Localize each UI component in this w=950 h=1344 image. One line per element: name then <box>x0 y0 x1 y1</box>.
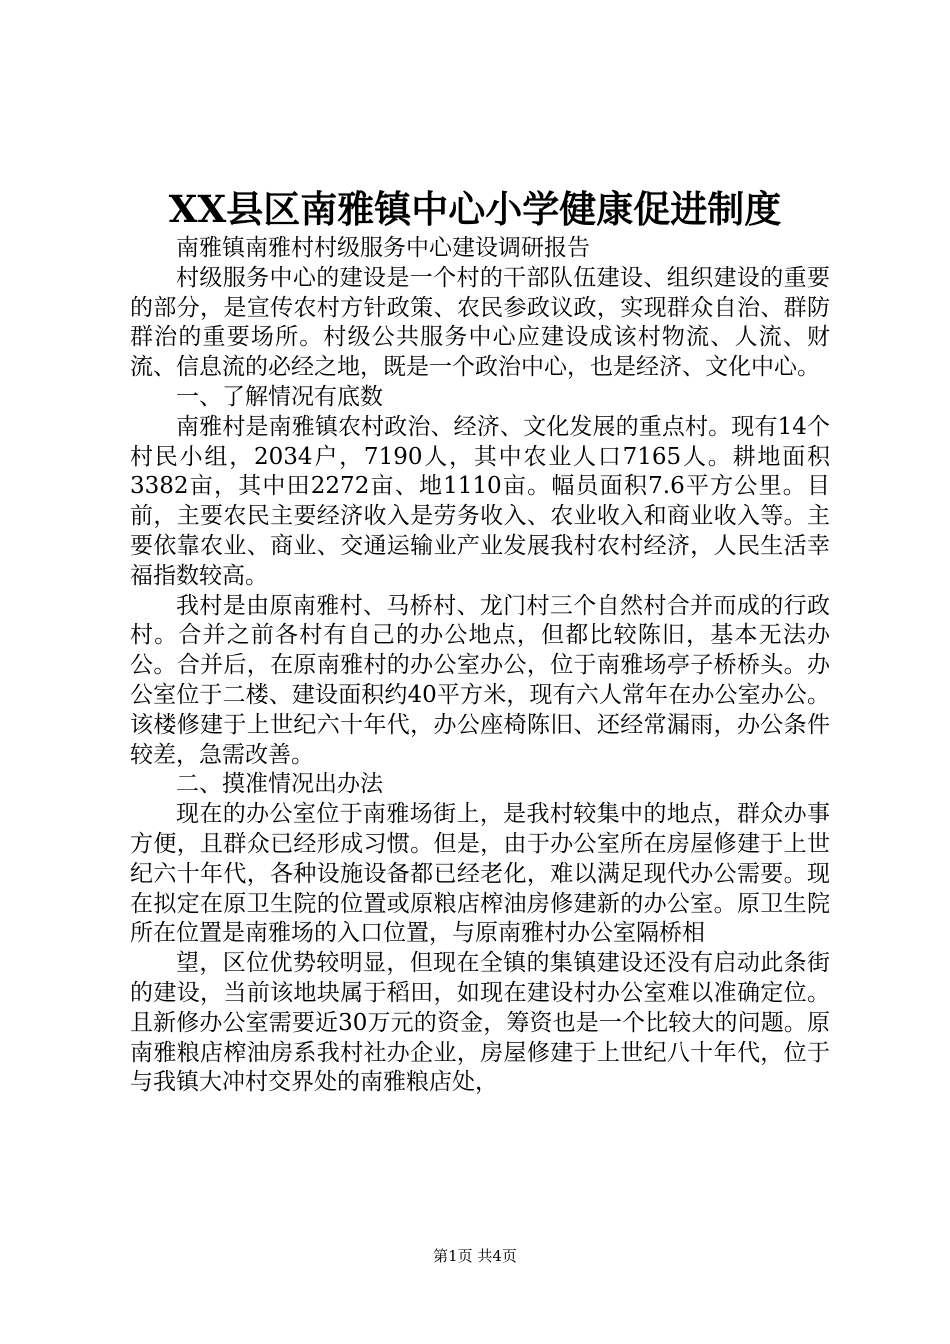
body-paragraph: 南雅村是南雅镇农村政治、经济、文化发展的重点村。现有14个村民小组，2034户，7190人，其中农业人口7165人。耕地面积3382亩，其中田2272亩、地1110亩。幅员面积7.6平方公里。目前，主要农民主要经济收入是劳务收入、农业收入和商业收入等。主要依靠农业、商业、交通运输业产业发展我村农村经济，人民生活幸福指数较高。 <box>130 413 830 589</box>
section-heading: 一、了解情况有底数 <box>176 383 383 410</box>
body-paragraph: 我村是由原南雅村、马桥村、龙门村三个自然村合并而成的行政村。合并之前各村有自己的办公地点，但都比较陈旧，基本无法办公。合并后，在原南雅村的办公室办公，位于南雅场亭子桥桥头。办公室位于二楼、建设面积约40平方米，现有六人常年在办公室办公。该楼修建于上世纪六十年代，办公座椅陈旧、还经常漏雨，办公条件较差，急需改善。 <box>130 592 830 768</box>
body-paragraph: 村级服务中心的建设是一个村的干部队伍建设、组织建设的重要的部分，是宣传农村方针政策、农民参政议政，实现群众自治、群防群治的重要场所。村级公共服务中心应建设成该村物流、人流、财流、信息流的必经之地，既是一个政治中心，也是经济、文化中心。 <box>130 264 830 381</box>
section-heading: 二、摸准情况出办法 <box>176 771 383 798</box>
body-paragraph: 现在的办公室位于南雅场街上，是我村较集中的地点，群众办事方便，且群众已经形成习惯。但是，由于办公室所在房屋修建于上世纪六十年代，各种设施设备都已经老化，难以满足现代办公需要。现在拟定在原卫生院的位置或原粮店榨油房修建新的办公室。原卫生院所在位置是南雅场的入口位置，与原南雅村办公室隔桥相 <box>130 801 830 947</box>
body-paragraph: 望，区位优势较明显，但现在全镇的集镇建设还没有启动此条街的建设，当前该地块属于稻田，如现在建设村办公室难以准确定位。且新修办公室需要近30万元的资金，筹资也是一个比较大的问题。原南雅粮店榨油房系我村社办企业，房屋修建于上世纪八十年代，位于与我镇大冲村交界处的南雅粮店处， <box>130 950 830 1096</box>
page-number-footer: 第1页 共4页 <box>433 1247 517 1265</box>
document-title: XX县区南雅镇中心小学健康促进制度 <box>168 187 782 231</box>
document-body <box>130 234 830 1098</box>
report-subtitle: 南雅镇南雅村村级服务中心建设调研报告 <box>176 235 590 261</box>
